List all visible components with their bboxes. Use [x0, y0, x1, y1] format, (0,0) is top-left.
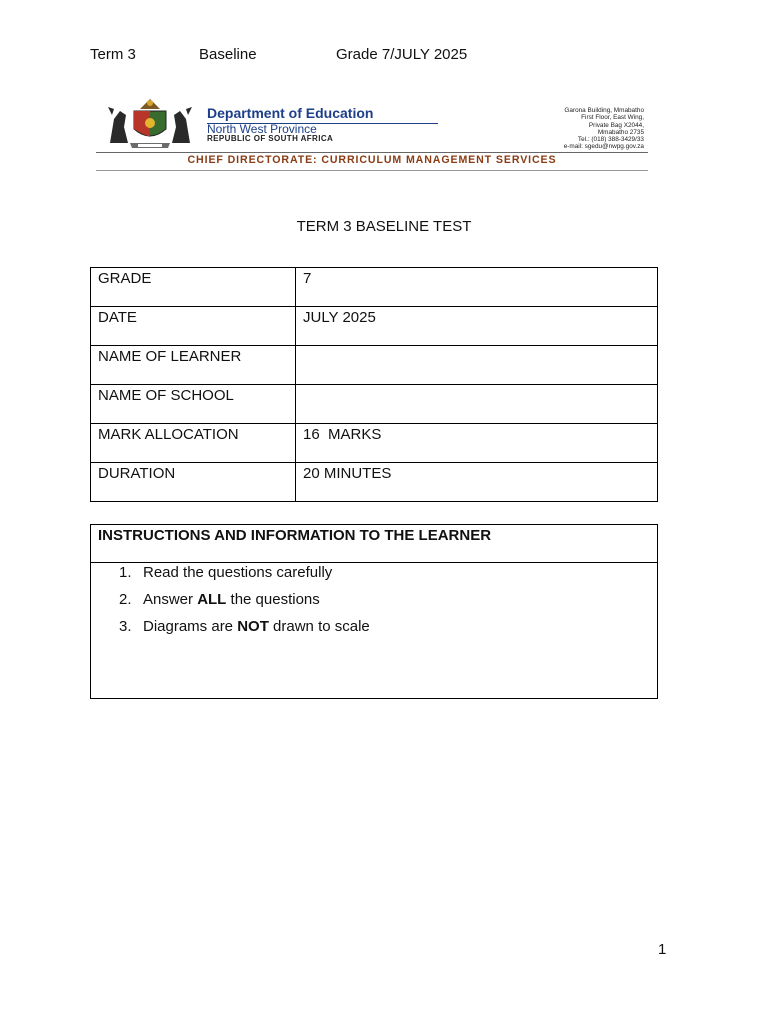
item-emphasis: ALL — [197, 591, 227, 608]
item-text: Diagrams are — [143, 618, 238, 635]
row-label: DURATION — [91, 463, 296, 502]
page-number: 1 — [658, 941, 667, 958]
province-name: North West Province — [207, 122, 317, 136]
item-number: 2. — [119, 591, 132, 608]
republic-name: REPUBLIC OF SOUTH AFRICA — [207, 134, 334, 143]
address-line: e-mail: sgedu@nwpg.gov.za — [563, 143, 644, 151]
address-line: Mmabatho 2735 — [597, 128, 644, 136]
address-line: First Floor, East Wing, — [581, 114, 644, 122]
row-label: DATE — [91, 307, 296, 346]
learner-name-field[interactable] — [296, 346, 658, 385]
item-number: 1. — [119, 564, 132, 581]
item-emphasis: NOT — [237, 618, 269, 635]
department-banner — [96, 95, 648, 171]
table-row — [91, 463, 658, 502]
banner-divider — [96, 152, 648, 153]
address-line: Garona Building, Mmabatho — [564, 107, 644, 114]
school-name-field[interactable] — [296, 385, 658, 424]
address-line: Tel.: (018) 388-3429/33 — [577, 136, 644, 144]
department-title: Department of Education — [207, 105, 374, 121]
item-text-rest: drawn to scale — [268, 618, 370, 635]
table-row — [91, 268, 658, 307]
header-baseline: Baseline — [199, 46, 257, 63]
list-item — [91, 618, 657, 645]
item-text-rest: the questions — [226, 591, 320, 608]
address-line: Private Bag X2044, — [588, 121, 644, 129]
department-address — [484, 107, 644, 151]
row-label: NAME OF LEARNER — [91, 346, 296, 385]
page-header — [0, 46, 768, 66]
row-value: 20 MINUTES — [296, 463, 658, 502]
row-value: 16 MARKS — [296, 424, 658, 463]
learner-info-table — [90, 267, 658, 502]
chief-directorate: CHIEF DIRECTORATE: CURRICULUM MANAGEMENT SERVICES — [187, 154, 557, 166]
item-text: Answer — [143, 591, 198, 608]
table-row — [91, 424, 658, 463]
test-title: TERM 3 BASELINE TEST — [296, 218, 472, 235]
row-value: JULY 2025 — [296, 307, 658, 346]
list-item — [91, 591, 657, 618]
table-row — [91, 346, 658, 385]
header-term: Term 3 — [90, 46, 136, 63]
header-grade-date: Grade 7/JULY 2025 — [336, 46, 468, 63]
instructions-list — [91, 563, 657, 645]
table-row — [91, 385, 658, 424]
row-label: NAME OF SCHOOL — [91, 385, 296, 424]
instructions-box — [90, 524, 658, 699]
item-text: Read the questions carefully — [143, 564, 333, 581]
row-label: MARK ALLOCATION — [91, 424, 296, 463]
list-item — [91, 564, 657, 591]
instructions-heading: INSTRUCTIONS AND INFORMATION TO THE LEARNER — [91, 525, 657, 563]
item-number: 3. — [119, 618, 132, 635]
row-value: 7 — [296, 268, 658, 307]
coat-of-arms-icon — [100, 97, 200, 149]
table-row — [91, 307, 658, 346]
row-label: GRADE — [91, 268, 296, 307]
banner-bottom-rule — [96, 170, 648, 171]
